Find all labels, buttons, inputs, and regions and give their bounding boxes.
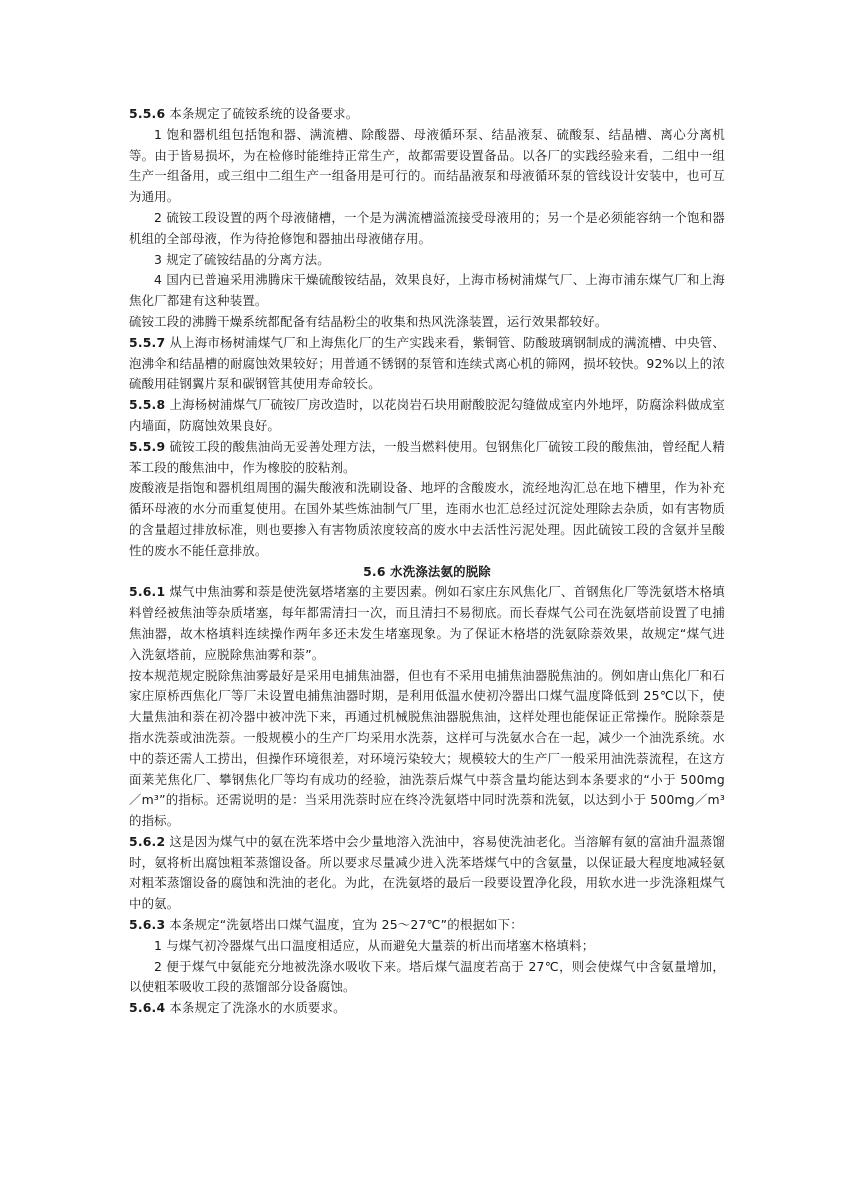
paragraph <box>129 478 725 561</box>
paragraph-text: 硫铵工段的酸焦油尚无妥善处理方法，一般当燃料使用。包钢焦化厂硫铵工段的酸焦油，曾经配人精苯工段的酸焦油中，作为橡胶的胶粘剂。 <box>129 438 725 475</box>
paragraph-text: 本条规定“洗氨塔出口煤气温度，宜为 25～27℃”的根据如下： <box>165 917 523 933</box>
paragraph-text: 3 规定了硫铵结晶的分离方法。 <box>154 251 330 267</box>
paragraph <box>129 125 725 208</box>
clause-number: 5.5.6 <box>129 106 166 121</box>
paragraph <box>129 915 725 936</box>
paragraph <box>129 312 725 333</box>
clause-number: 5.6.2 <box>129 833 166 849</box>
paragraph <box>129 666 725 832</box>
paragraph-text: 1 饱和器机组包括饱和器、满流槽、除酸器、母液循环泵、结晶液泵、硫酸泵、结晶槽、离心分离机等。由于皆易损坏，为在检修时能维持正常生产，故都需要设置备品。以各厂的实践经验来看，二组中一组生产一组备用，或三组中二组生产一组备用是可行的。而结晶液泵和母液循环泵的管线设计安装中，也可互为通用。 <box>129 126 725 205</box>
paragraph <box>129 582 725 665</box>
paragraph <box>129 208 725 250</box>
paragraph-text: 硫铵工段的沸腾干燥系统都配备有结晶粉尘的收集和热风洗涤装置，运行效果都较好。 <box>129 313 608 329</box>
paragraph-text: 本条规定了洗涤水的水质要求。 <box>165 1000 346 1016</box>
paragraph <box>129 104 725 125</box>
paragraph <box>129 998 725 1019</box>
paragraph <box>129 333 725 395</box>
paragraph <box>129 437 725 479</box>
paragraph-text: 2 硫铵工段设置的两个母液储槽，一个是为满流槽溢流接受母液用的；另一个是必须能容纳一个饱和器机组的全部母液，作为待抢修饱和器抽出母液储存用。 <box>129 209 725 246</box>
paragraph-text: 煤气中焦油雾和萘是使洗氨塔堵塞的主要因素。例如石家庄东风焦化厂、首钢焦化厂等洗氨塔木格填料曾经被焦油等杂质堵塞，每年都需清扫一次，而且清扫不易彻底。而长春煤气公司在洗氨塔前设置了电捕焦油器，故木格填料连续操作两年多还未发生堵塞现象。为了保证木格塔的洗氨除萘效果，故规定“煤气进入洗氨塔前，应脱除焦油雾和萘”。 <box>129 584 725 662</box>
clause-number: 5.5.8 <box>129 397 166 413</box>
section-5-5-text <box>129 104 725 562</box>
paragraph-text: 上海杨树浦煤气厂硫铵厂房改造时，以花岗岩石块用耐酸胶泥勾缝做成室内外地坪，防腐涂料做成室内墙面，防腐蚀效果良好。 <box>129 397 725 433</box>
paragraph <box>129 957 725 999</box>
paragraph <box>129 395 725 437</box>
section-5-6-text <box>129 582 725 1019</box>
paragraph-text: 本条规定了硫铵系统的设备要求。 <box>165 106 359 121</box>
paragraph-text: 1 与煤气初冷器煤气出口温度相适应，从而避免大量萘的析出而堵塞木格填料； <box>154 937 595 953</box>
clause-number: 5.6.1 <box>129 584 166 600</box>
paragraph <box>129 832 725 915</box>
paragraph-text: 4 国内已普遍采用沸腾床干燥硫酸铵结晶，效果良好，上海市杨树浦煤气厂、上海市浦东煤气厂和上海焦化厂都建有这种装置。 <box>129 272 725 309</box>
paragraph-text: 2 便于煤气中氨能充分地被洗涤水吸收下来。塔后煤气温度若高于 27℃，则会使煤气中含氨量增加，以使粗苯吸收工段的蒸馏部分设备腐蚀。 <box>129 958 725 995</box>
paragraph-text: 这是因为煤气中的氨在洗苯塔中会少量地溶入洗油中，容易使洗油老化。当溶解有氨的富油升温蒸馏时，氨将析出腐蚀粗苯蒸馏设备。所以要求尽量减少进入洗苯塔煤气中的含氨量，以保证最大程度地减轻氨对粗苯蒸馏设备的腐蚀和洗油的老化。为此，在洗氨塔的最后一段要设置净化段，用软水进一步洗涤粗煤气中的氨。 <box>129 833 725 912</box>
clause-number: 5.5.9 <box>129 438 166 454</box>
clause-number: 5.5.7 <box>129 334 166 350</box>
paragraph <box>129 270 725 312</box>
section-heading: 5.6 水洗涤法氨的脱除 <box>363 563 491 579</box>
clause-number: 5.6.3 <box>129 917 166 933</box>
paragraph-text: 从上海市杨树浦煤气厂和上海焦化厂的生产实践来看，紫铜管、防酸玻璃钢制成的满流槽、中央管、泡沸伞和结晶槽的耐腐蚀效果较好；用普通不锈钢的泵管和连续式离心机的筛网，损坏较快。92%以上的浓硫酸用硅钢翼片泵和碳钢管其使用寿命较长。 <box>129 334 725 392</box>
document-page <box>129 104 725 1019</box>
paragraph-text: 按本规范规定脱除焦油雾最好是采用电捕焦油器，但也有不采用电捕焦油器脱焦油的。例如唐山焦化厂和石家庄原桥西焦化厂等厂未设置电捕焦油器时期，是利用低温水使初冷器出口煤气温度降低到 25℃以下，使大量焦油和萘在初冷器中被冲洗下来，再通过机械脱焦油器脱焦油，这样处理也能保证正常操作。脱除萘是指水洗萘或油洗萘。一般规模小的生产厂均采用水洗萘，这样可与洗氨水合在一起，减少一个油洗系统。水中的萘还需人工捞出，但操作环境很差，对环境污染较大；规模较大的生产厂一般采用油洗萘流程，在这方面莱芜焦化厂、攀钢焦化厂等均有成功的经验，油洗萘后煤气中萘含量均能达到本条要求的“小于 500mg／m³”的指标。还需说明的是：当采用洗萘时应在终冷洗氨塔中同时洗萘和洗氨，以达到小于 500mg／m³的指标。 <box>129 667 725 829</box>
paragraph <box>129 250 725 271</box>
paragraph-text: 废酸液是指饱和器机组周围的漏失酸液和洗刷设备、地坪的含酸废水，流经地沟汇总在地下槽里，作为补充循环母液的水分而重复使用。在国外某些炼油制气厂里，连雨水也汇总经过沉淀处理除去杂质，如有害物质的含量超过排放标准，则也要掺入有害物质浓度较高的废水中去活性污泥处理。因此硫铵工段的含氨并呈酸性的废水不能任意排放。 <box>129 480 725 558</box>
clause-number: 5.6.4 <box>129 1000 166 1016</box>
paragraph <box>129 936 725 957</box>
